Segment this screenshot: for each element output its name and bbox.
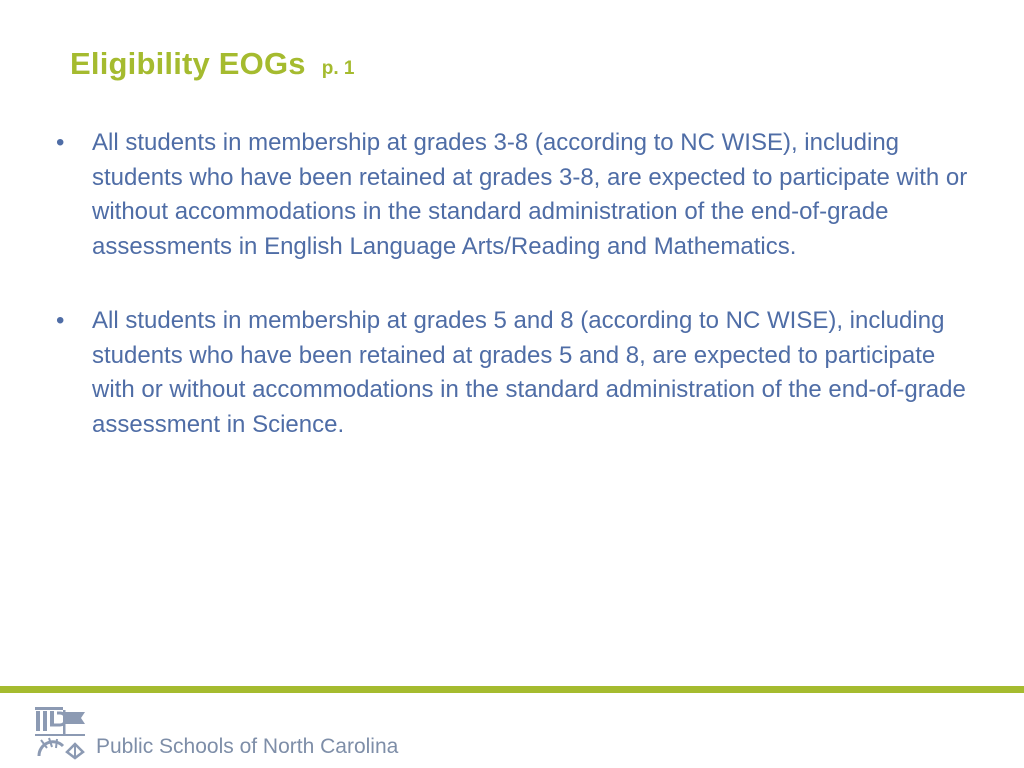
bullet-item: [56, 126, 976, 264]
footer-divider: [0, 686, 1024, 693]
slide-title: Eligibility EOGs: [70, 46, 306, 81]
slide-title-row: [70, 46, 354, 82]
nc-dpi-logo-icon: [33, 704, 89, 760]
page-number-label: p. 1: [321, 58, 355, 79]
bullet-marker: •: [56, 307, 65, 334]
organization-name: Public Schools of North Carolina: [96, 735, 399, 758]
bullet-text: All students in membership at grades 5 and 8 (according to NC WISE), including students who have been retained at grades 5 and 8, are expected to participate with or without accommodations in the standard administration of the end-of-grade assessment in Science.: [92, 307, 966, 438]
bullet-text: All students in membership at grades 3-8 (according to NC WISE), including students who have been retained at grades 3-8, are expected to participate with or without accommodations in the standard administration of the end-of-grade assessments in English Language Arts/Reading and Mathematics.: [92, 129, 968, 260]
bullet-item: [56, 304, 976, 442]
bullet-list: [56, 126, 976, 482]
bullet-marker: •: [56, 129, 65, 156]
